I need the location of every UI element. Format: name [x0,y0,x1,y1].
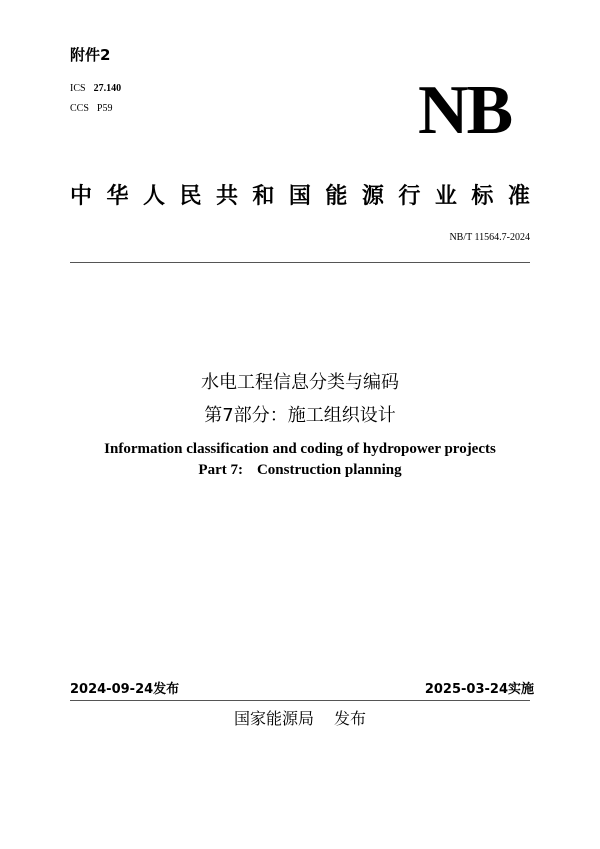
bottom-divider [70,700,530,701]
ccs-value: P59 [96,103,113,114]
attachment-label: 附件2 [70,46,111,64]
standard-title-char: 人 [142,184,165,209]
title-en-part-name: Construction planning [256,462,402,478]
issue-date: 2024-09-24发布 [70,682,180,697]
title-en-part: Part 7: [198,462,243,478]
standard-title-char: 国 [288,184,311,209]
top-divider [70,262,530,263]
ccs-code [70,103,112,114]
publisher [0,706,600,729]
standard-title-char: 标 [471,184,494,209]
standard-title [70,184,530,210]
standard-title-char: 中 [70,184,93,209]
publisher-name: 国家能源局 [233,709,314,728]
publisher-action: 发布 [334,709,367,728]
ics-value: 27.140 [93,83,122,94]
title-cn-line2: 第7部分：施工组织设计 [204,405,396,426]
standard-title-char: 行 [398,184,421,209]
ics-code [70,83,121,94]
nb-logo: NB [418,72,512,149]
standard-title-char: 业 [434,184,457,209]
standard-title-char: 能 [325,184,348,209]
standard-title-char: 华 [106,184,129,209]
standard-title-char: 和 [252,184,275,209]
standard-number: NB/T 11564.7-2024 [449,232,530,243]
ics-label: ICS [70,83,86,94]
title-en-line2 [0,462,600,479]
standard-title-char: 共 [215,184,238,209]
standard-title-char: 准 [507,184,530,209]
standard-title-char: 民 [179,184,202,209]
implementation-date: 2025-03-24实施 [424,682,534,697]
ccs-label: CCS [70,103,89,114]
title-cn-line1: 水电工程信息分类与编码 [201,372,399,393]
title-en-line1: Information classification and coding of hydropower projects [104,441,496,457]
standard-title-char: 源 [361,184,384,209]
